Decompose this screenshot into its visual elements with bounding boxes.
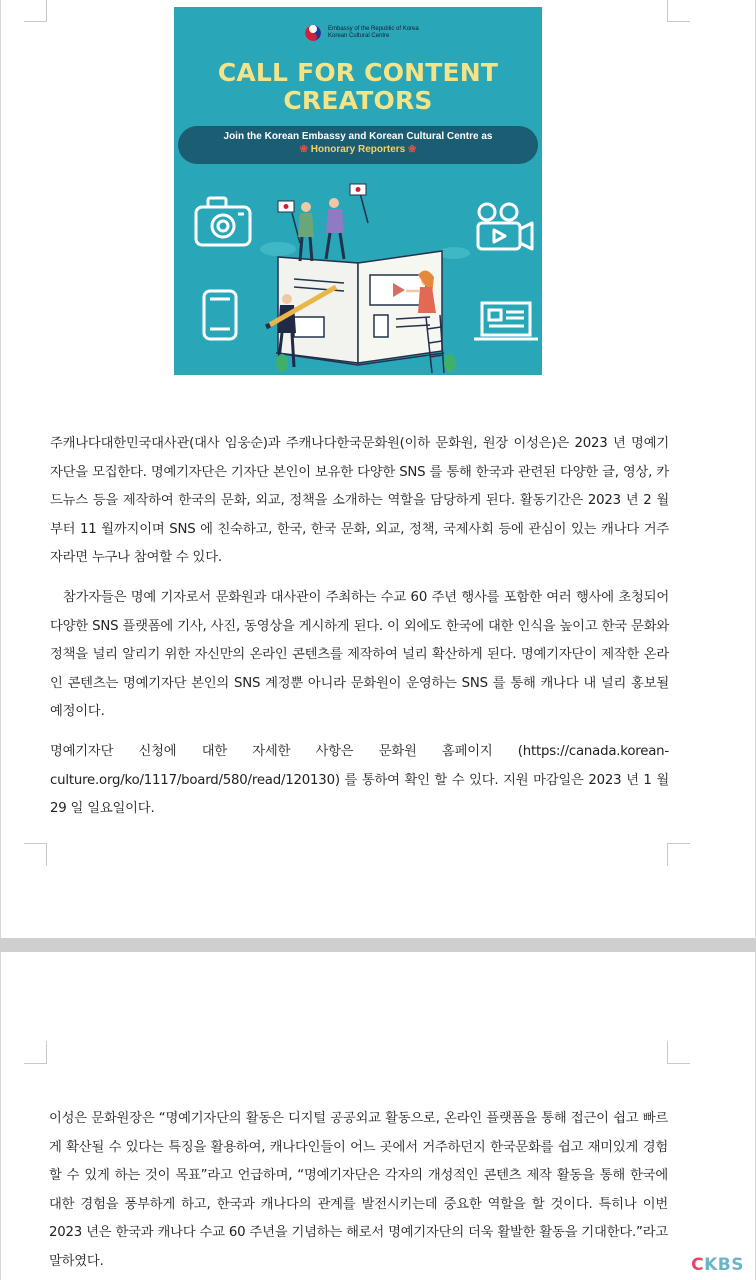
poster-illustration	[174, 167, 542, 375]
banner-role-text: Honorary Reporters	[310, 144, 406, 155]
poster-title-line2: CREATORS	[283, 86, 433, 115]
maple-leaf-icon: ❀	[408, 144, 417, 155]
person-with-flag	[326, 184, 368, 259]
camera-icon	[196, 198, 250, 245]
embassy-logo	[304, 23, 419, 43]
article-paragraph: 참가자들은 명예 기자로서 문화원과 대사관이 주최하는 수교 60 주년 행사를 포함한 여러 행사에 초청되어 다양한 SNS 플랫폼에 기사, 사진, 동영상을 게시하게 된다. 이 외에도 한국에 대한 인식을 높이고 한국 문화와 정책을 널리 알리기 위한 자신만의 온라인 콘텐츠를 제작하여 널리 확산하게 된다. 명예기자단이 제작한 온라인 콘텐츠는 명예기자단 본인의 SNS 계정뿐 아니라 문화원이 운영하는 SNS 를 통해 캐나다 내 널리 홍보될 예정이다.	[50, 590, 669, 720]
maple-leaf-icon: ❀	[299, 144, 308, 155]
crop-mark	[667, 1041, 690, 1064]
article-paragraph: 이성은 문화원장은 “명예기자단의 활동은 디지털 공공외교 활동으로, 온라인 플랫폼을 통해 접근이 쉽고 빠르게 확산될 수 있다는 특징을 활용하여, 캐나다인들이 어느 곳에서 거주하던지 한국문화를 쉽고 재미있게 경험할 수 있게 하는 것이 목표”라고 언급하며, “명예기자단은 각자의 개성적인 콘텐츠 제작 활동을 통해 한국에 대한 경험을 풍부하게 하고, 한국과 캐나다의 관계를 발전시키는데 중요한 역할을 할 것이다. 특히나 이번 2023 년은 한국과 캐나다 수교 60 주년을 기념하는 해로서 명예기자단의 더욱 활발한 활동을 기대한다.”라고 말하였다.	[49, 1111, 668, 1269]
laptop-icon	[474, 303, 538, 339]
crop-mark	[24, 843, 47, 866]
org-name-line1: Embassy of the Republic of Korea	[328, 26, 419, 32]
org-name-line2: Korean Cultural Centre	[328, 33, 390, 39]
article-paragraph: 주캐나다대한민국대사관(대사 임웅순)과 주캐나다한국문화원(이하 문화원, 원장 이성은)은 2023 년 명예기자단을 모집한다. 명예기자단은 기자단 본인이 보유한 다양한 SNS 를 통해 한국과 관련된 다양한 글, 영상, 카드뉴스 등을 제작하여 한국의 문화, 외교, 정책을 소개하는 역할을 담당하게 된다. 활동기간은 2023 년 2 월부터 11 월까지이며 SNS 에 친숙하고, 한국, 한국 문화, 외교, 정책, 국제사회 등에 관심이 있는 캐나다 거주자라면 누구나 참여할 수 있다.	[50, 436, 669, 566]
article-paragraph: 명예기자단 신청에 대한 자세한 사항은 문화원 홈페이지 (https://canada.korean-culture.org/ko/1117/board/580/read/120130) 를 통하여 확인 할 수 있다. 지원 마감일은 2023 년 1 월 29 일 일요일이다.	[50, 744, 669, 817]
taegeuk-emblem-icon	[304, 24, 322, 42]
crop-mark	[24, 0, 47, 22]
poster-banner	[178, 126, 538, 164]
poster-title-line1: CALL FOR CONTENT	[217, 58, 499, 87]
smartphone-icon	[204, 291, 236, 339]
ckbs-watermark: CKBS	[691, 1255, 744, 1275]
poster-title	[174, 59, 542, 115]
crop-mark	[24, 1041, 47, 1064]
banner-invite-text: Join the Korean Embassy and Korean Cultural Centre as	[223, 131, 493, 142]
video-camera-icon	[478, 204, 532, 249]
crop-mark	[667, 0, 690, 22]
crop-mark	[667, 843, 690, 866]
banner-role	[178, 144, 538, 155]
page-break	[0, 938, 756, 952]
call-for-creators-poster	[174, 7, 542, 375]
